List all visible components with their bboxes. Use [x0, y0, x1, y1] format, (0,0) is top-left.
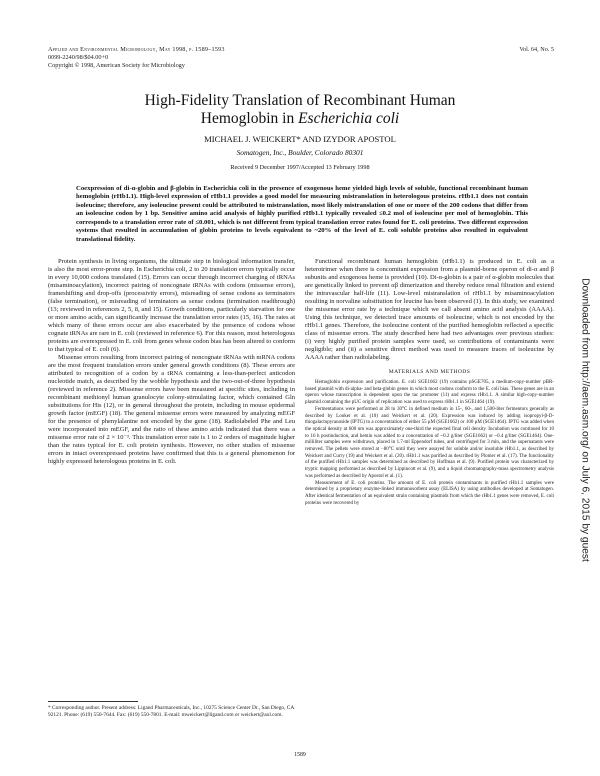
intro-paragraph-2: Missense errors resulting from incorrect pairing of noncognate tRNAs with mRNA codons are the most frequent translation errors under general growth conditions (8). These errors are attributed to recognition of a codon by a tRNA containing a less-than-perfect anticodon nucleotide match, as described by the wobble hypothesis and the two-out-of-three hypothesis (reviewed in reference 2). Missense errors have been measured at specific sites, including in recombinant methionyl human granulocyte colony-stimulating factor, which contained Gln substitutions for His (12), or in general throughout the protein, including in mouse epidermal growth factor (mEGF) (18). The general missense errors were measured by analyzing mEGF for the presence of phenylalanine not encoded by the gene (18). Radiolabeled Phe and Leu were incorporated into mEGF, and the ratio of these amino acids indicated that there was a missense error rate of 2 × 10⁻³. This translation error rate is 1 to 2 orders of magnitude higher than the rates typical for E. coli protein synthesis. However, no other studies of missense errors in intact overexpressed proteins have confirmed that this is a general phenomenon for highly expressed heterologous proteins in E. coli.: [48, 354, 295, 465]
title-organism: Escherichia coli: [298, 110, 400, 127]
right-column: [305, 258, 554, 507]
title-line-2: [60, 110, 540, 128]
section-heading-methods: MATERIALS AND METHODS: [388, 369, 471, 375]
methods-paragraph-3: Measurement of E. coli proteins. The amount of E. coli protein contaminants in purified rHb1.1 samples were determined by a proprietary enzyme-linked immunosorbent assay (ELISA) by using antibodies developed at Somatogen. After identical fermentation of an equivalent strain containing plasmids from which the rHb1.1 genes were removed, E. coli proteins were recovered by: [305, 480, 554, 506]
download-stamp-text: Downloaded from http://aem.asm.org/ on July 6, 2015 by guest: [579, 278, 591, 562]
methods-text: [305, 380, 554, 507]
journal-citation: Applied and Environmental Microbiology, May 1998, p. 1589–1593: [48, 46, 225, 53]
volume-issue: Vol. 64, No. 5: [519, 46, 554, 53]
article-title: [60, 92, 540, 128]
issn-line: 0099-2240/98/$04.00+0: [48, 54, 109, 61]
footnote-rule: [48, 701, 138, 702]
methods-paragraph-2: Fermentations were performed at 28 to 30°C in defined medium in 15-, 60-, and 1,500-liter fermentors generally as described by Looker et al. (10) and Weickert et al. (20). Expression was induced by adding isopropyl-β-D-thiogalactopyranoside (IPTG) to a concentration of either 55 μM (SGE1662) or 100 μM (SGE1464). IPTG was added when the optical density at 600 nm was approximately one-third the expected final cell density. Incubation was continued for 10 to 16 h postinduction, and hemin was added to a concentration of ~0.2 g/liter (SGE1662) or ~0.4 g/liter (SGE1464). One-milliliter samples were withdrawn, placed in 1.7-ml Eppendorf tubes, and centrifuged for 3 min, and the supernatants were removed. The pellets were stored at −80°C until they were assayed for soluble and/or insoluble rHb1.1, as described by Weickert and Curry (19) and Weickert et al. (20). rHb1.1 was purified as described by Plomer et al. (17). The functionality of the purified rHb1.1 samples was determined as described by Hoffman et al. (9). Purified protein was characterized by tryptic mapping performed as described by Lippincott et al. (9), and a liquid chromatography-mass spectrometry analysis was performed as described by Apostol et al. (1).: [305, 406, 554, 479]
intro-paragraph-3: Functional recombinant human hemoglobin (rHb1.1) is produced in E. coli as a heterotrimer when there is concomitant expression from a plasmid-borne operon of di-α and β subunits and exogenous heme is provided (10). Di-α-globin is a pair of α-globin molecules that are genetically linked to prevent αβ dimerization and thereby reduce renal filtration and extend the intravascular half-life (11). Low-level mistranslation of rHb1.1 by misaminoacylation resulting in norvaline substitution for leucine has been observed (1). In this study, we examined the missense error rate by a technique which we call absent amino acid analysis (AAAA). Using this technique, we detected trace amounts of isoleucine, which is not encoded by the rHb1.1 genes. Therefore, the isoleucine content of the purified hemoglobin reflected a specific class of missense errors. The study described here had two advantages over previous studies: (i) very highly purified protein samples were used, so contributions of contaminants were negligible; and (ii) a sensitive direct method was used to measure traces of isoleucine by AAAA rather than radiolabeling.: [305, 258, 554, 361]
abstract: Coexpression of di-α-globin and β-globin in Escherichia coli in the presence of exogenous heme yielded high levels of soluble, functional recombinant human hemoglobin (rHb1.1). High-level expression of rHb1.1 provides a good model for measuring mistranslation in heterologous proteins. rHb1.1 does not contain isoleucine; therefore, any isoleucine present could be attributed to mistranslation, most likely mistranslation of one or more of the 200 codons that differ from an isoleucine codon by 1 bp. Sensitive amino acid analysis of highly purified rHb1.1 typically revealed ≤0.2 mol of isoleucine per mol of hemoglobin. This corresponds to a translation error rate of ≤0.001, which is not different from typical translation error rates found for E. coli proteins. Two different expression systems that resulted in accumulation of globin proteins to levels equivalent to ~20% of the level of E. coli soluble proteins also resulted in equivalent translational fidelity.: [76, 185, 528, 243]
methods-paragraph-1: Hemoglobin expression and purification. E. coli SGE1662 (19) contains pSGE705, a medium-copy-number pBR-based plasmid with di-alpha- and beta-globin genes in which most codons conform to the E. coli bias. These genes are in an operon whose transcription is dependent upon the tac promoter (11) and express rHb1.1. A similar high-copy-number plasmid containing the pUC origin of replication was used to express rHb1.1 in SGE1464 (19).: [305, 380, 554, 406]
affiliation: Somatogen, Inc., Boulder, Colorado 80301: [236, 148, 364, 157]
author-list: MICHAEL J. WEICKERT* AND IZYDOR APOSTOL: [204, 134, 396, 144]
title-line-1: High-Fidelity Translation of Recombinant Human: [144, 92, 456, 109]
footnote: * Corresponding author. Present address: Ligand Pharmaceuticals, Inc., 10275 Science Center Dr., San Diego, CA 92121. Phone: (619) 550-7644. Fax: (619) 550-7801. E-mail: mweickert@ligand.com or weickert@aol.com.: [48, 705, 294, 718]
left-column: [48, 258, 295, 466]
copyright-line: Copyright © 1998, American Society for Microbiology: [48, 62, 185, 69]
received-dates: Received 9 December 1997/Accepted 13 February 1998: [230, 164, 370, 171]
page-number: 1589: [294, 752, 306, 758]
title-line-2-text: Hemoglobin in: [200, 110, 299, 127]
intro-paragraph-1: Protein synthesis in living organisms, the ultimate step in biological information transfer, is also the most error-prone step. In Escherichia coli, 2 to 20 translation errors typically occur in every 10,000 codons translated (15). Errors can occur through incorrect charging of tRNAs (misaminoacylation), incorrect pairing of noncognate tRNAs with codons (missense errors), frameshifting and drop-offs (processivity errors), misreading of sense codons as terminators (false termination), or misreading of terminators as sense codons (termination readthrough) (13; reviewed in references 2, 5, 8, and 15). Growth conditions, particularly starvation for one or more amino acids, can significantly increase the translation error rates (15, 16). The rates at which many of these errors occur are also exacerbated by the presence of codons whose cognate tRNAs are rare in E. coli (reviewed in reference 6). For this reason, most heterologous proteins are overexpressed in E. coli from genes whose codon bias has been altered to conform to that typical of E. coli (6).: [48, 258, 295, 353]
